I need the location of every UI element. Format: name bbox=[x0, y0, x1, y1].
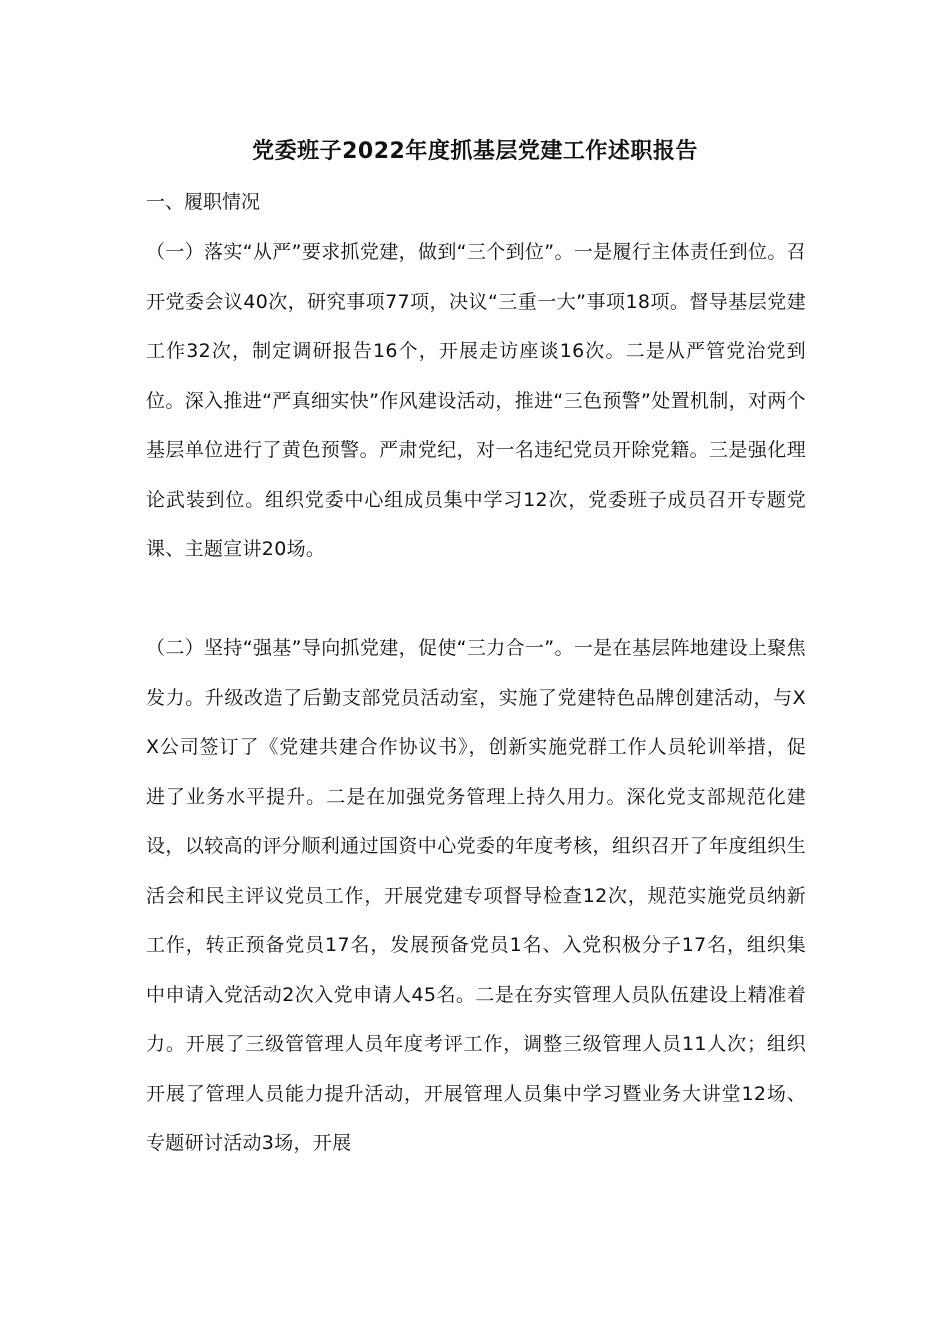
paragraph-2: （二）坚持“强基”导向抓党建，促使“三力合一”。一是在基层阵地建设上聚焦发力。升级改造了后勤支部党员活动室，实施了党建特色品牌创建活动，与XX公司签订了《党建共建合作协议书》，创新实施党群工作人员轮训举措，促进了业务水平提升。二是在加强党务管理上持久用力。深化党支部规范化建设，以较高的评分顺利通过国资中心党委的年度考核，组织召开了年度组织生活会和民主评议党员工作，开展党建专项督导检查12次，规范实施党员纳新工作，转正预备党员17名，发展预备党员1名、入党积极分子17名，组织集中申请入党活动2次入党申请人45名。二是在夯实管理人员队伍建设上精准着力。开展了三级管管理人员年度考评工作，调整三级管理人员11人次；组织开展了管理人员能力提升活动，开展管理人员集中学习暨业务大讲堂12场、专题研讨活动3场，开展 bbox=[146, 637, 806, 1154]
document-title: 党委班子2022年度抓基层党建工作述职报告 bbox=[252, 139, 698, 164]
paragraph-1: （一）落实“从严”要求抓党建，做到“三个到位”。一是履行主体责任到位。召开党委会议40次，研究事项77项，决议“三重一大”事项18项。督导基层党建工作32次，制定调研报告16个，开展走访座谈16次。二是从严管党治党到位。深入推进“严真细实快”作风建设活动，推进“三色预警”处置机制，对两个基层单位进行了黄色预警。严肃党纪，对一名违纪党员开除党籍。三是强化理论武装到位。组织党委中心组成员集中学习12次，党委班子成员召开专题党课、主题宣讲20场。 bbox=[146, 241, 806, 560]
section-heading: 一、履职情况 bbox=[146, 191, 261, 213]
